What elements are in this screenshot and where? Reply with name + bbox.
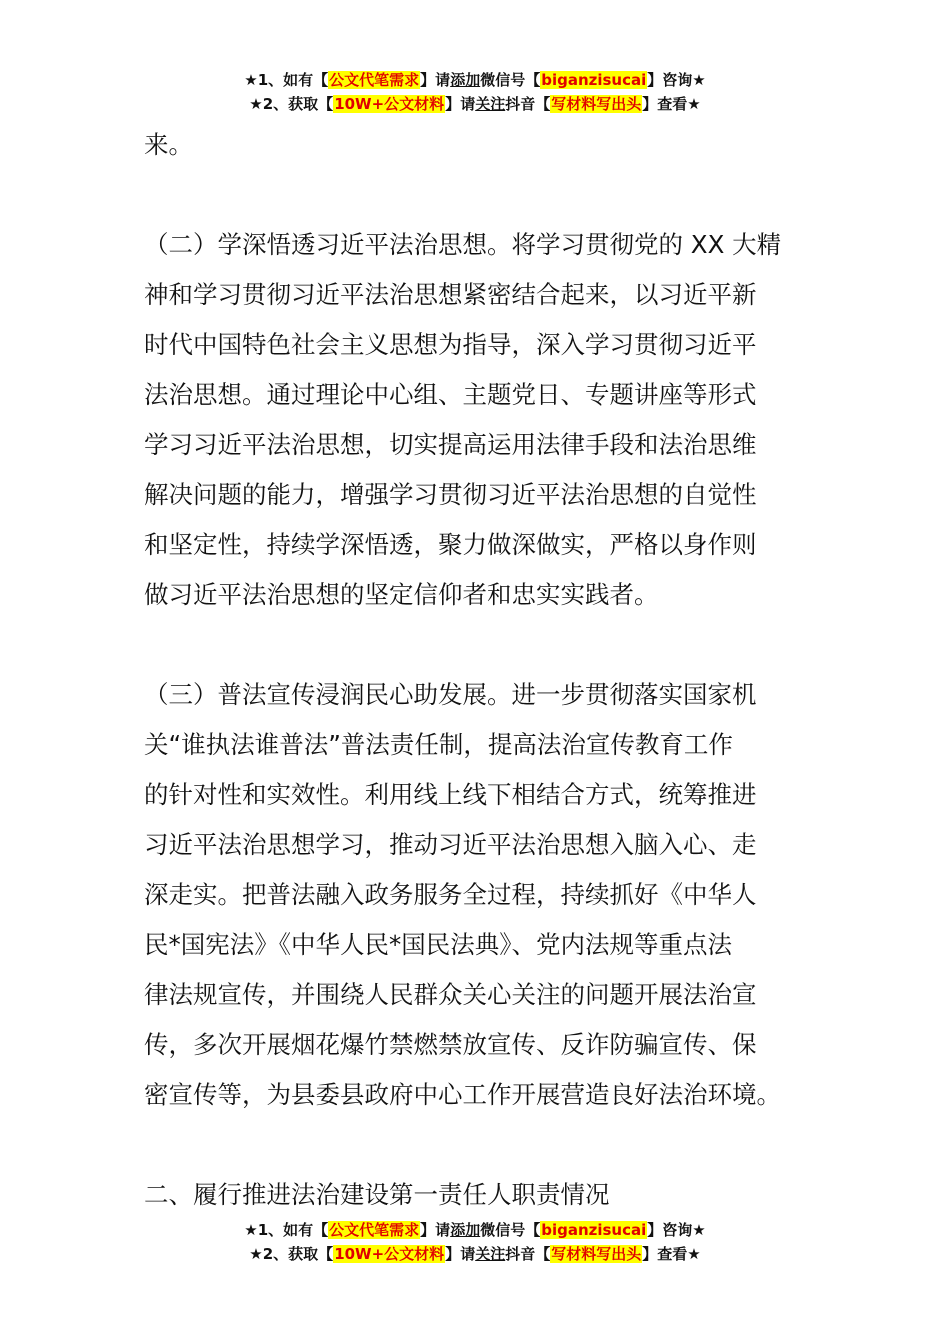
paragraph-line: 时代中国特色社会主义思想为指导，深入学习贯彻习近平: [144, 330, 757, 359]
paragraph-line: 法治思想。通过理论中心组、主题党日、专题讲座等形式: [144, 380, 757, 409]
paragraph-line: 学习习近平法治思想，切实提高运用法律手段和法治思维: [144, 430, 757, 459]
header-banner: [0, 68, 950, 116]
highlight-douyin: 写材料写出头: [551, 95, 642, 113]
highlight-materials: 10W+公文材料: [334, 1245, 445, 1263]
paragraph-line: 做习近平法治思想的坚定信仰者和忠实实践者。: [144, 580, 659, 609]
document-body: [144, 120, 808, 1220]
section-2-paragraph: [144, 220, 808, 620]
paragraph-line: （三）普法宣传浸润民心助发展。进一步贯彻落实国家机: [144, 680, 757, 709]
paragraph-line: 密宣传等，为县委县政府中心工作开展营造良好法治环境。: [144, 1080, 781, 1109]
paragraph-line: 解决问题的能力，增强学习贯彻习近平法治思想的自觉性: [144, 480, 757, 509]
paragraph-line: 传，多次开展烟花爆竹禁燃禁放宣传、反诈防骗宣传、保: [144, 1030, 757, 1059]
footer-banner: [0, 1218, 950, 1266]
paragraph-line: 民*国宪法》《中华人民*国民法典》、党内法规等重点法: [144, 930, 732, 959]
highlight-wechat-id: biganzisucai: [541, 1221, 647, 1239]
continuation-text: 来。: [144, 130, 193, 159]
highlight-materials: 10W+公文材料: [334, 95, 445, 113]
banner-line-2: ★2、获取【10W+公文材料】请关注抖音【写材料写出头】查看★: [249, 1245, 701, 1263]
banner-line-2: ★2、获取【10W+公文材料】请关注抖音【写材料写出头】查看★: [249, 95, 701, 113]
banner-line-1: ★1、如有【公文代笔需求】请添加微信号【biganzisucai】咨询★: [244, 1221, 706, 1239]
highlight-service: 公文代笔需求: [329, 1221, 420, 1239]
banner-line-1: ★1、如有【公文代笔需求】请添加微信号【biganzisucai】咨询★: [244, 71, 706, 89]
paragraph-line: （二）学深悟透习近平法治思想。将学习贯彻党的 XX 大精: [144, 230, 782, 259]
paragraph-line: 习近平法治思想学习，推动习近平法治思想入脑入心、走: [144, 830, 757, 859]
highlight-douyin: 写材料写出头: [551, 1245, 642, 1263]
paragraph-line: 的针对性和实效性。利用线上线下相结合方式，统筹推进: [144, 780, 757, 809]
paragraph-line: 关“谁执法谁普法”普法责任制，提高法治宣传教育工作: [144, 730, 733, 759]
section-3-paragraph: [144, 670, 808, 1120]
paragraph-line: 律法规宣传，并围绕人民群众关心关注的问题开展法治宣: [144, 980, 757, 1009]
section-heading: 二、履行推进法治建设第一责任人职责情况: [144, 1180, 610, 1209]
paragraph-line: 和坚定性，持续学深悟透，聚力做深做实，严格以身作则: [144, 530, 757, 559]
paragraph-line: 神和学习贯彻习近平法治思想紧密结合起来，以习近平新: [144, 280, 757, 309]
highlight-service: 公文代笔需求: [329, 71, 420, 89]
paragraph-line: 深走实。把普法融入政务服务全过程，持续抓好《中华人: [144, 880, 757, 909]
highlight-wechat-id: biganzisucai: [541, 71, 647, 89]
